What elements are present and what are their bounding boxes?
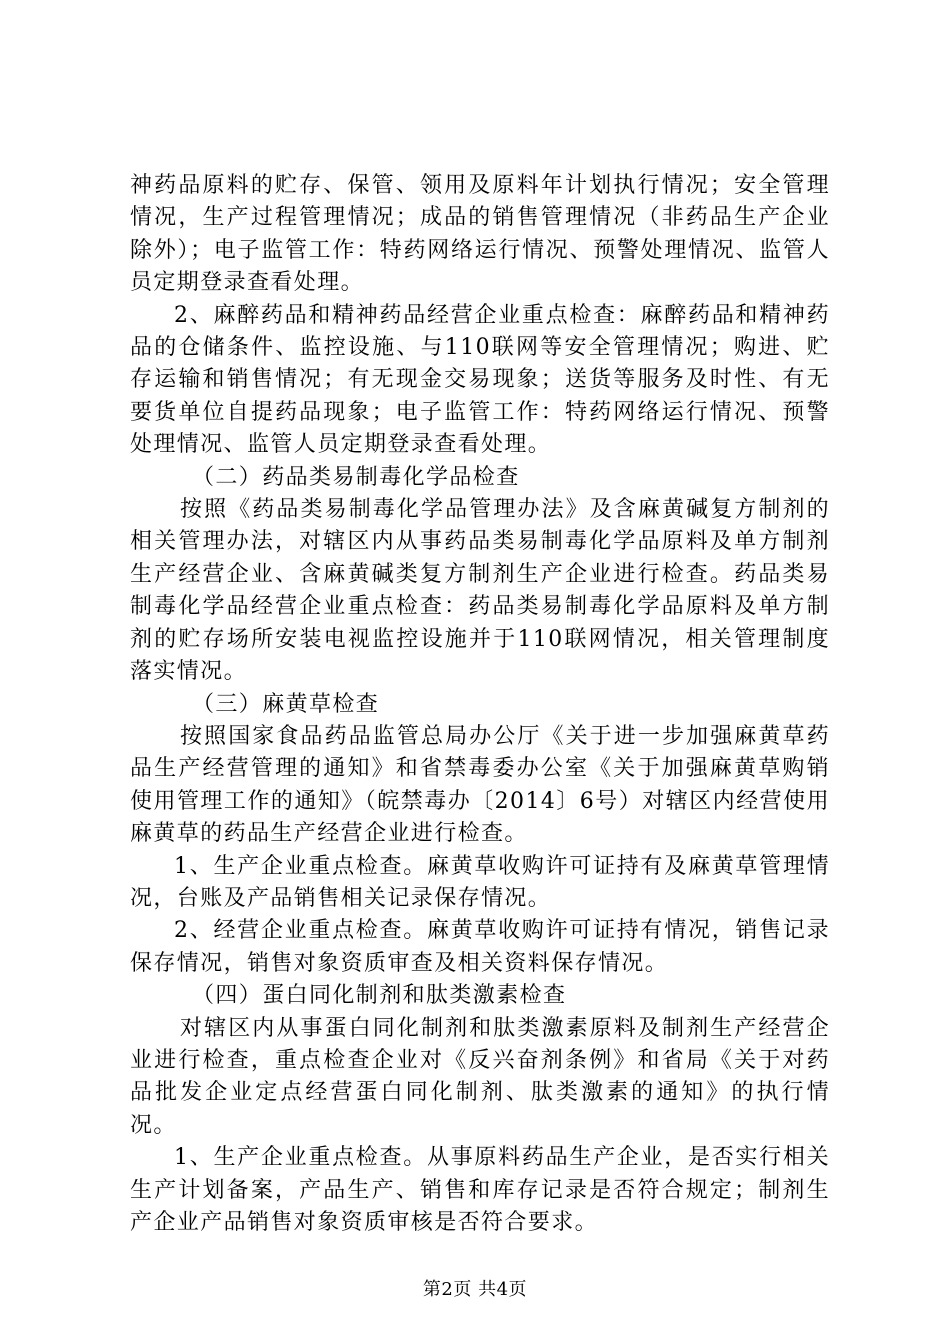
paragraph-ephedra: 按照国家食品药品监管总局办公厅《关于进一步加强麻黄草药品生产经营管理的通知》和省禁毒委办公室《关于加强麻黄草购销使用管理工作的通知》（皖禁毒办〔2014〕6号）对辖区内经营使用麻黄草的药品生产经营企业进行检查。: [130, 723, 830, 847]
paragraph-ephedra-production: 1、生产企业重点检查。麻黄草收购许可证持有及麻黄草管理情况，台账及产品销售相关记录保存情况。: [130, 853, 830, 911]
paragraph-anabolic-agents: 对辖区内从事蛋白同化制剂和肽类激素原料及制剂生产经营企业进行检查，重点检查企业对《反兴奋剂条例》和省局《关于对药品批发企业定点经营蛋白同化制剂、肽类激素的通知》的执行情况。: [130, 1015, 830, 1138]
paragraph-ephedra-business: 2、经营企业重点检查。麻黄草收购许可证持有情况，销售记录保存情况，销售对象资质审查及相关资料保存情况。: [130, 918, 830, 976]
section-heading-precursor-chemicals: （二）药品类易制毒化学品检查: [192, 464, 520, 490]
section-heading-ephedra: （三）麻黄草检查: [192, 691, 380, 717]
paragraph-continued: 神药品原料的贮存、保管、领用及原料年计划执行情况；安全管理情况，生产过程管理情况；成品的销售管理情况（非药品生产企业除外）；电子监管工作：特药网络运行情况、预警处理情况、监管人员定期登录查看处理。: [130, 173, 830, 296]
paragraph-narcotics-business-check: 2、麻醉药品和精神药品经营企业重点检查：麻醉药品和精神药品的仓储条件、监控设施、与110联网等安全管理情况；购进、贮存运输和销售情况；有无现金交易现象；送货等服务及时性、有无要货单位自提药品现象；电子监管工作：特药网络运行情况、预警处理情况、监管人员定期登录查看处理。: [130, 302, 830, 458]
document-body: [130, 170, 830, 1239]
paragraph-anabolic-production: 1、生产企业重点检查。从事原料药品生产企业，是否实行相关生产计划备案，产品生产、销售和库存记录是否符合规定；制剂生产企业产品销售对象资质审核是否符合要求。: [130, 1145, 830, 1235]
paragraph-precursor-chemicals: 按照《药品类易制毒化学品管理办法》及含麻黄碱复方制剂的相关管理办法，对辖区内从事药品类易制毒化学品原料及单方制剂生产经营企业、含麻黄碱类复方制剂生产企业进行检查。药品类易制毒化学品经营企业重点检查：药品类易制毒化学品原料及单方制剂的贮存场所安装电视监控设施并于110联网情况，相关管理制度落实情况。: [130, 497, 830, 685]
page-number-footer: 第2页 共4页: [422, 1279, 528, 1300]
section-heading-anabolic-agents: （四）蛋白同化制剂和肽类激素检查: [192, 983, 567, 1009]
